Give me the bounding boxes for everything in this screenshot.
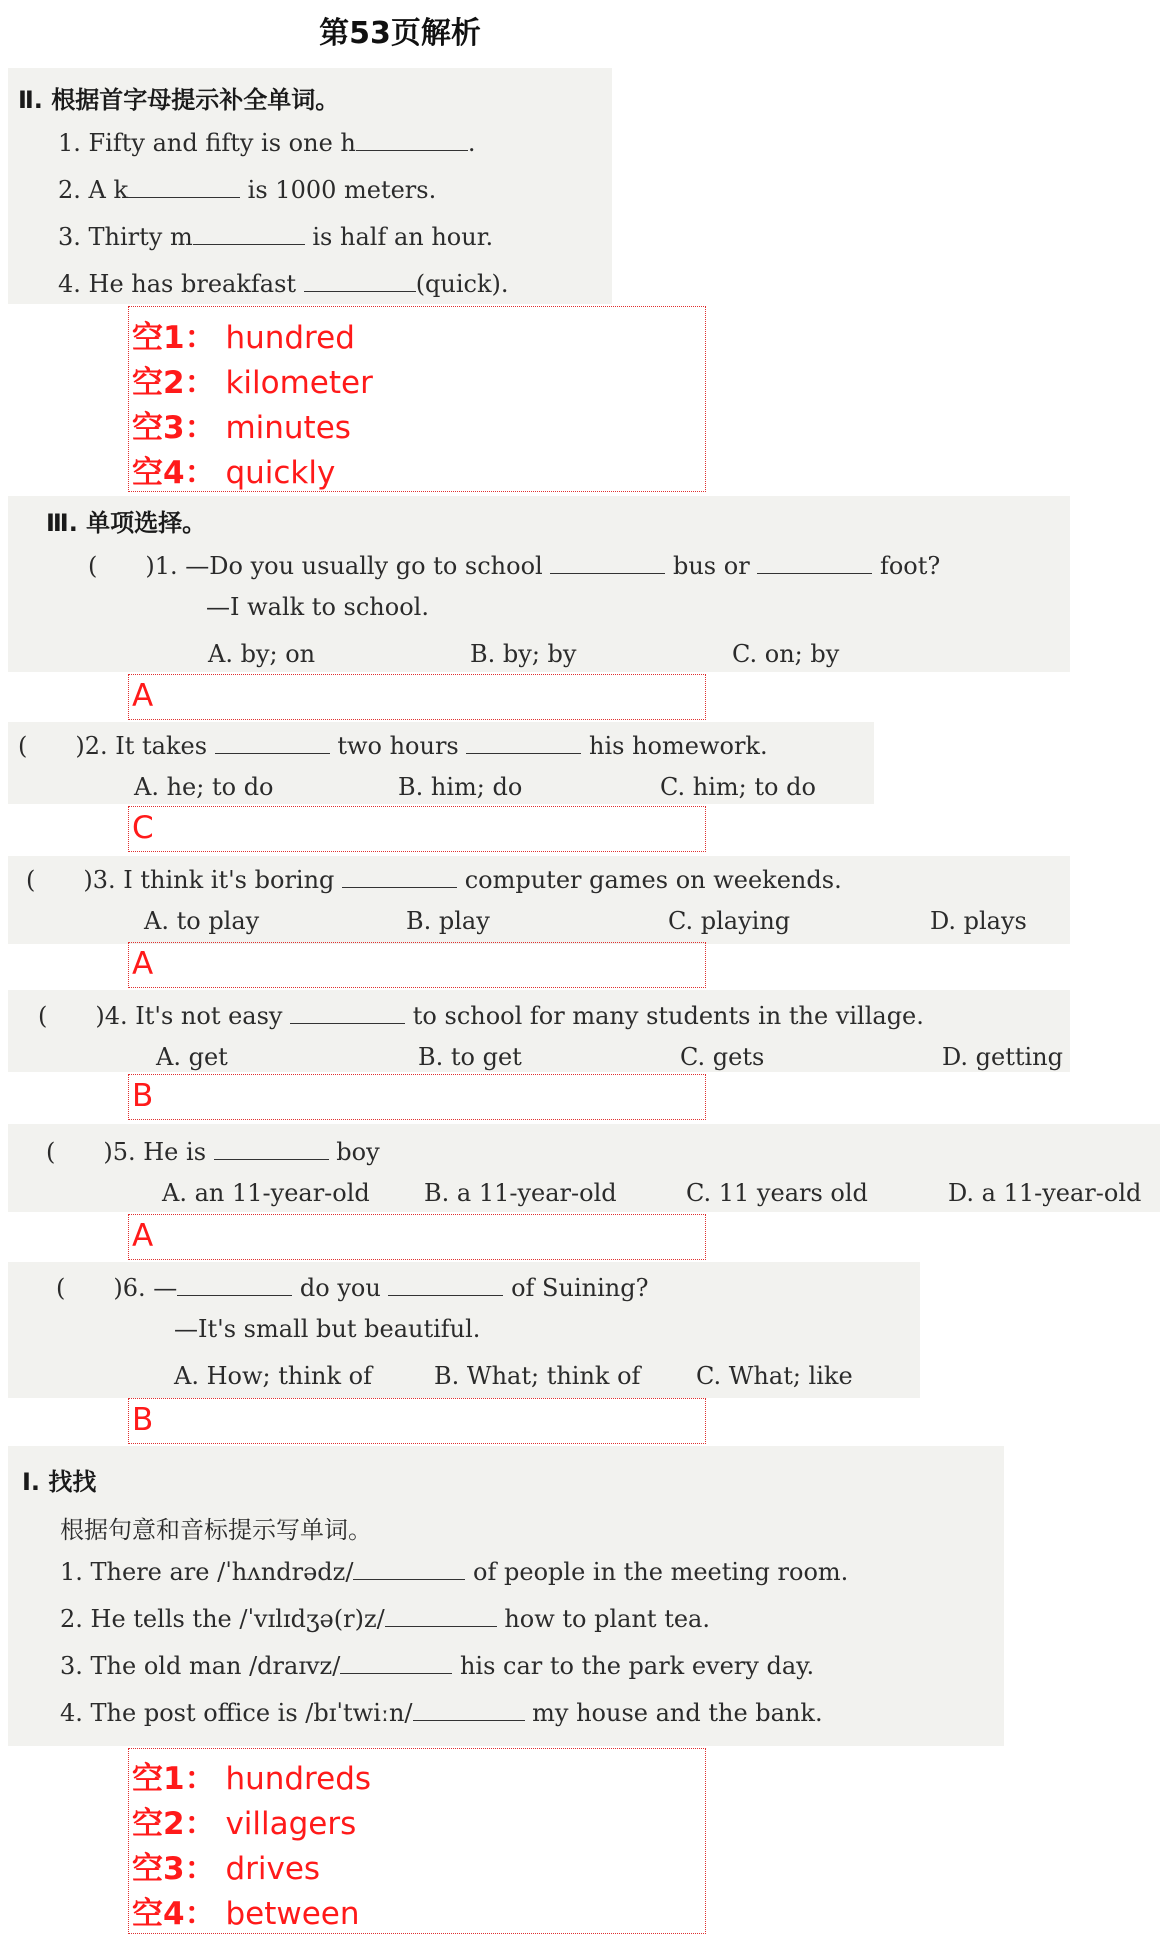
question-4-option-b: B. to get	[418, 1043, 522, 1071]
question-4-answer-box	[128, 1074, 706, 1120]
question-6-answer-box	[128, 1398, 706, 1444]
question-4-option-d: D. getting	[942, 1043, 1063, 1071]
question-6-option-c: C. What; like	[696, 1362, 853, 1390]
section-i-instruction: 根据句意和音标提示写单词。	[60, 1516, 372, 1544]
question-1-option-b: B. by; by	[470, 640, 577, 668]
question-5-option-c: C. 11 years old	[686, 1179, 868, 1207]
question-6-answer: B	[132, 1402, 154, 1438]
answer-line: 空1： hundred	[132, 320, 355, 356]
question-4-option-a: A. get	[156, 1043, 228, 1071]
answer-line: 空1： hundreds	[132, 1761, 372, 1797]
question-3-option-d: D. plays	[930, 907, 1027, 935]
section-i-q3: 3. The old man /draɪvz/ his car to the park every day.	[60, 1652, 815, 1680]
question-3-answer: A	[132, 946, 154, 982]
question-5-answer-box	[128, 1214, 706, 1260]
question-3-option-b: B. play	[406, 907, 490, 935]
answer-line: 空2： villagers	[132, 1806, 357, 1842]
question-3-stem: ( )3. I think it's boring computer games on weekends.	[26, 866, 842, 894]
question-2-answer: C	[132, 810, 154, 846]
section-ii-q2: 2. A k is 1000 meters.	[58, 176, 437, 204]
question-5-option-b: B. a 11-year-old	[424, 1179, 617, 1207]
section-ii-heading: Ⅱ. 根据首字母提示补全单词。	[18, 86, 340, 114]
section-iii-heading: Ⅲ. 单项选择。	[46, 509, 207, 537]
question-6-stem: ( )6. — do you of Suining?	[56, 1274, 649, 1302]
question-1-reply: —I walk to school.	[206, 593, 429, 621]
question-4-answer: B	[132, 1078, 154, 1114]
answer-line: 空3： minutes	[132, 410, 351, 446]
answer-line: 空4： between	[132, 1896, 360, 1932]
question-1-option-a: A. by; on	[208, 640, 316, 668]
answer-line: 空4： quickly	[132, 455, 336, 491]
page-title: 第53页解析	[319, 16, 481, 51]
question-4-option-c: C. gets	[680, 1043, 765, 1071]
question-6-option-a: A. How; think of	[174, 1362, 372, 1390]
answer-line: 空2： kilometer	[132, 365, 373, 401]
question-1-option-c: C. on; by	[732, 640, 840, 668]
section-ii-q4: 4. He has breakfast (quick).	[58, 270, 509, 298]
question-1-answer: A	[132, 678, 154, 714]
question-2-option-b: B. him; do	[398, 773, 523, 801]
question-3-option-a: A. to play	[144, 907, 260, 935]
section-i-q4: 4. The post office is /bɪˈtwiːn/ my house and the bank.	[60, 1699, 823, 1727]
question-5-option-d: D. a 11-year-old	[948, 1179, 1142, 1207]
question-3-option-c: C. playing	[668, 907, 791, 935]
question-5-answer: A	[132, 1218, 154, 1254]
section-i-heading: Ⅰ. 找找	[22, 1468, 97, 1496]
section-ii-q3: 3. Thirty m is half an hour.	[58, 223, 494, 251]
question-6-reply: —It's small but beautiful.	[174, 1315, 481, 1343]
question-3-answer-box	[128, 942, 706, 988]
question-2-answer-box	[128, 806, 706, 852]
question-2-option-a: A. he; to do	[134, 773, 274, 801]
question-2-option-c: C. him; to do	[660, 773, 816, 801]
answer-line: 空3： drives	[132, 1851, 321, 1887]
question-4-stem: ( )4. It's not easy to school for many students in the village.	[38, 1002, 924, 1030]
question-6-option-b: B. What; think of	[434, 1362, 641, 1390]
section-i-q1: 1. There are /ˈhʌndrədz/ of people in the meeting room.	[60, 1558, 849, 1586]
section-ii-q1: 1. Fifty and fifty is one h .	[58, 129, 476, 157]
question-5-option-a: A. an 11-year-old	[162, 1179, 370, 1207]
question-5-stem: ( )5. He is boy	[46, 1138, 380, 1166]
question-1-answer-box	[128, 674, 706, 720]
question-1-stem: ( )1. —Do you usually go to school bus or foot?	[88, 552, 941, 580]
section-i-q2: 2. He tells the /ˈvɪlɪdʒə(r)z/ how to plant tea.	[60, 1605, 710, 1633]
question-2-stem: ( )2. It takes two hours his homework.	[18, 732, 768, 760]
